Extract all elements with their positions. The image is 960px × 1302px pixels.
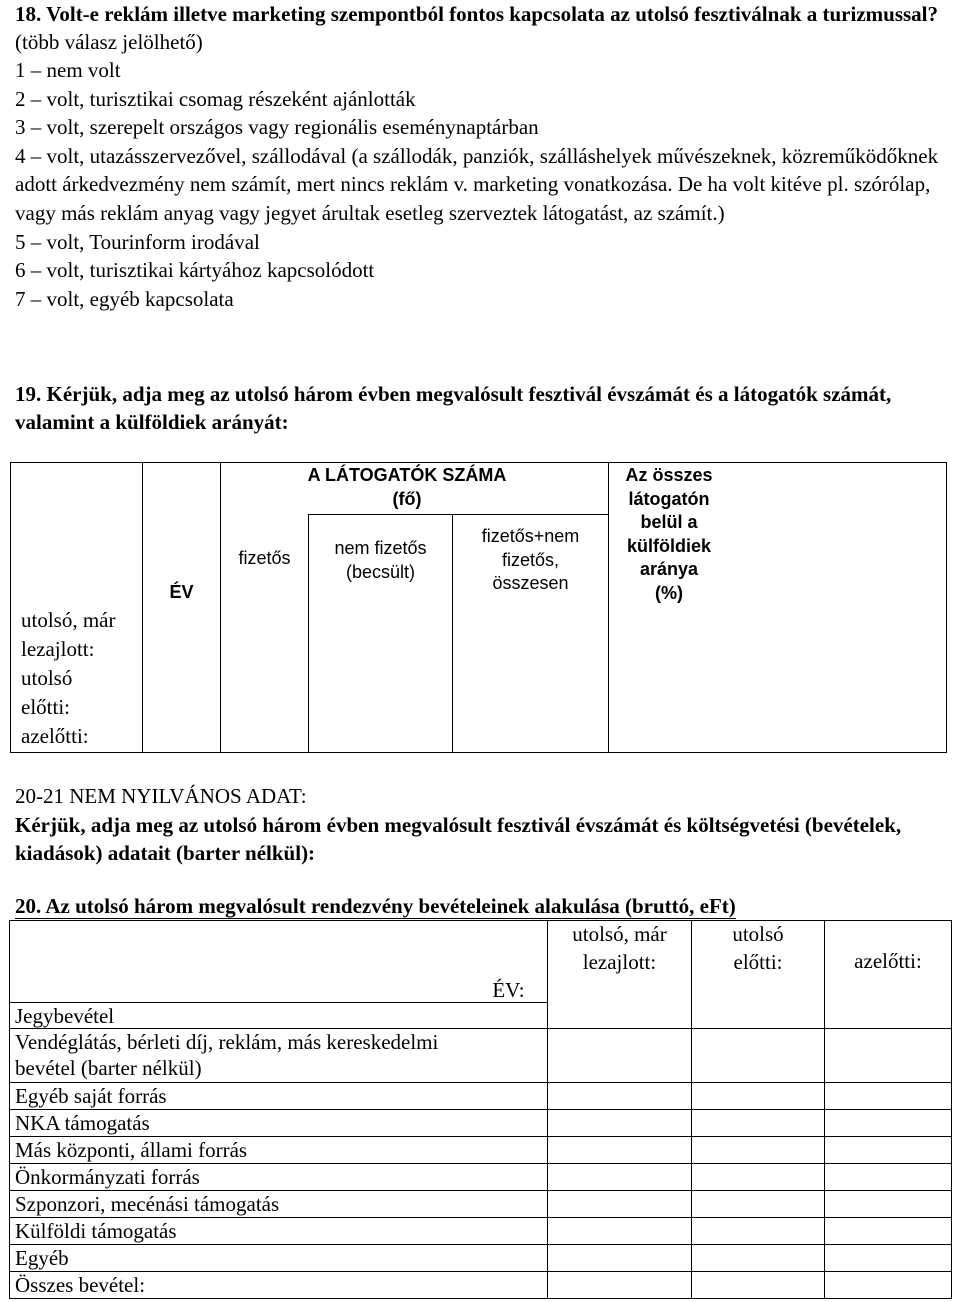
group-header-line xyxy=(309,514,608,515)
rev-line-bottom xyxy=(9,1298,952,1299)
table-border-right xyxy=(946,462,947,753)
non-public-heading: 20-21 NEM NYILVÁNOS ADAT: xyxy=(15,784,307,808)
option-3[interactable]: 3 – volt, szerepelt országos vagy regionális eseménynaptárban xyxy=(15,115,539,140)
col-header-foreign xyxy=(609,464,729,605)
rev-row-total: Összes bevétel: xyxy=(15,1273,146,1297)
rev-vline-2 xyxy=(691,920,692,1299)
row-label-last-1: utolsó, már xyxy=(21,608,116,632)
rev-row-central: Más központi, állami forrás xyxy=(15,1138,248,1162)
option-5[interactable]: 5 – volt, Tourinform irodával xyxy=(15,229,260,254)
rev-row-sponsor: Szponzori, mecénási támogatás xyxy=(15,1192,280,1216)
row-label-last-2: lezajlott: xyxy=(21,637,95,661)
rev-row-other: Egyéb xyxy=(15,1246,69,1270)
table-border-top xyxy=(10,462,947,463)
question-18-title xyxy=(15,0,950,56)
row-label-prev-2: előtti: xyxy=(21,695,70,719)
rev-row-own: Egyéb saját forrás xyxy=(15,1084,167,1108)
rev-row-foreign: Külföldi támogatás xyxy=(15,1219,177,1243)
question-20-title xyxy=(15,892,950,920)
col-header-foreign-line5: aránya xyxy=(639,559,699,579)
col-sep-2 xyxy=(220,462,221,753)
rev-col-last xyxy=(548,920,691,976)
group-header-title: A LÁTOGATÓK SZÁMA xyxy=(307,465,507,485)
table-border-bottom xyxy=(10,752,947,753)
rev-year-label: ÉV: xyxy=(492,978,525,1002)
rev-col-prev xyxy=(692,920,824,976)
col-header-total-line3: összesen xyxy=(492,573,569,593)
col-header-free-line1: nem fizetős xyxy=(334,538,427,558)
col-header-free-line2: (becsült) xyxy=(345,561,416,582)
group-header-unit: (fő) xyxy=(392,488,422,509)
col-header-foreign-line2: látogatón xyxy=(628,488,710,509)
question-20-title-text: 20. Az utolsó három megvalósult rendezvény bevételeinek alakulása (bruttó, eFt) xyxy=(15,894,736,918)
row-label-before: azelőtti: xyxy=(21,724,89,748)
col-header-foreign-line1: Az összes xyxy=(625,465,713,485)
question-18-options xyxy=(15,56,950,313)
option-2[interactable]: 2 – volt, turisztikai csomag részeként ajánlották xyxy=(15,86,416,111)
rev-row-municipal: Önkormányzati forrás xyxy=(15,1165,200,1189)
rev-col-prev-line1: utolsó xyxy=(732,922,784,946)
option-1[interactable]: 1 – nem volt xyxy=(15,58,121,82)
row-label-prev-1: utolsó xyxy=(21,666,73,690)
question-18-note: (több válasz jelölhető) xyxy=(15,30,203,54)
rev-vline-left xyxy=(9,920,10,1299)
col-header-total-line1: fizetős+nem xyxy=(481,526,580,546)
rev-col-last-line1: utolsó, már xyxy=(572,922,667,946)
question-18-title-text: 18. Volt-e reklám illetve marketing szempontból fontos kapcsolata az utolsó fesztiválnak a turizmussal? xyxy=(15,2,938,26)
col-header-total xyxy=(453,525,608,596)
non-public-text: Kérjük, adja meg az utolsó három évben megvalósult fesztivál évszámát és költségvetési (bevételek, kiadások) adatait (barter nélkül): xyxy=(15,812,902,865)
option-7[interactable]: 7 – volt, egyéb kapcsolata xyxy=(15,286,234,311)
table-border-left xyxy=(10,462,11,753)
non-public-section xyxy=(15,782,950,868)
group-header xyxy=(270,464,544,511)
col-header-foreign-line3: belül a xyxy=(640,512,698,532)
col-header-foreign-line6: (%) xyxy=(655,582,683,603)
col-header-free xyxy=(309,537,452,584)
rev-col-before: azelőtti: xyxy=(854,949,922,973)
rev-vline-1 xyxy=(547,920,548,1299)
col-header-paying: fizetős xyxy=(238,548,291,568)
rev-row-nka: NKA támogatás xyxy=(15,1111,150,1135)
row-labels xyxy=(21,606,141,751)
col-header-total-line2: fizetős, xyxy=(501,549,560,570)
col-sep-1 xyxy=(142,462,143,753)
rev-row-ticket: Jegybevétel xyxy=(15,1004,115,1028)
rev-row-catering: Vendéglátás, bérleti díj, reklám, más kereskedelmi bevétel (barter nélkül) xyxy=(15,1030,439,1080)
rev-vline-3 xyxy=(824,920,825,1299)
rev-col-prev-line2: előtti: xyxy=(733,950,783,974)
option-6[interactable]: 6 – volt, turisztikai kártyához kapcsolódott xyxy=(15,258,375,283)
rev-col-last-line2: lezajlott: xyxy=(582,950,657,974)
question-19-title: 19. Kérjük, adja meg az utolsó három évben megvalósult fesztivál évszámát és a látogatók számát, valamint a külföldiek arányát: xyxy=(15,382,892,434)
rev-vline-right xyxy=(951,920,952,1299)
option-4[interactable]: 4 – volt, utazásszervezővel, szállodával (a szállodák, panziók, szálláshelyek művészeknek, közreműködőknek adott árkedvezmény nem számít, mert nincs reklám v. marketing vonatkozása. De ha volt kitéve pl. szórólap, vagy más reklám anyag vagy jegyet árultak esetleg szerveztek látogatást, az számít.) xyxy=(15,143,939,225)
col-header-foreign-line4: külföldiek xyxy=(626,535,711,556)
col-header-year: ÉV xyxy=(169,582,194,602)
